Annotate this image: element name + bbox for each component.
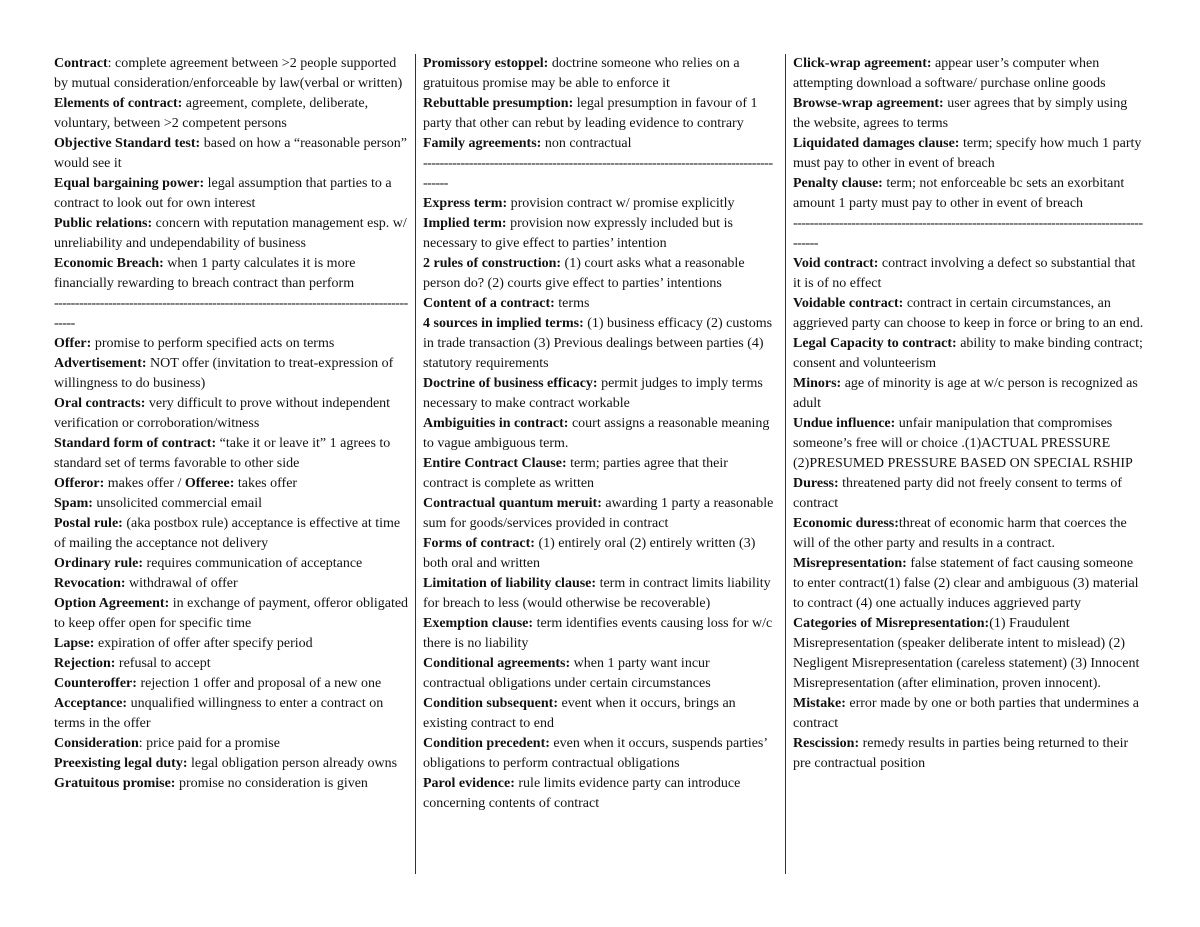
glossary-entry <box>423 774 775 814</box>
glossary-entry <box>793 414 1145 474</box>
entry-definition: when 1 party calculates it is more financially rewarding to breach contract than perform <box>54 256 356 291</box>
entry-definition: (1) court asks what a reasonable person do? (2) courts give effect to parties’ intentions <box>423 256 745 291</box>
entry-term: Condition subsequent: <box>423 696 558 711</box>
entry-definition: court assigns a reasonable meaning to vague ambiguous term. <box>423 416 770 451</box>
entry-definition: appear user’s computer when attempting download a software/ purchase online goods <box>793 56 1106 91</box>
glossary-entry <box>54 254 410 294</box>
entry-term: Click-wrap agreement: <box>793 56 932 71</box>
glossary-entry <box>793 94 1145 134</box>
entry-definition: makes offer / <box>104 476 185 491</box>
glossary-entry <box>793 614 1145 694</box>
entry-term: Promissory estoppel: <box>423 56 549 71</box>
entry-definition: legal assumption that parties to a contract to look out for own interest <box>54 176 392 211</box>
entry-term: Option Agreement: <box>54 596 170 611</box>
entry-term: Family agreements: <box>423 136 542 151</box>
glossary-entry <box>793 334 1145 374</box>
glossary-entry <box>793 294 1145 334</box>
entry-definition: NOT offer (invitation to treat-expression of willingness to do business) <box>54 356 394 391</box>
glossary-entry <box>423 134 775 154</box>
glossary-entry <box>423 314 775 374</box>
entry-definition: doctrine someone who relies on a gratuitous promise may be able to enforce it <box>423 56 740 91</box>
entry-definition: expiration of offer after specify period <box>94 636 313 651</box>
glossary-entry <box>423 454 775 494</box>
glossary-entry <box>423 254 775 294</box>
entry-term: Rejection: <box>54 656 116 671</box>
glossary-entry <box>54 734 410 754</box>
column-divider <box>415 54 416 874</box>
glossary-entry <box>423 614 775 654</box>
entry-term: Doctrine of business efficacy: <box>423 376 598 391</box>
entry-term: Rebuttable presumption: <box>423 96 574 111</box>
glossary-entry <box>54 674 410 694</box>
entry-definition: in exchange of payment, offeror obligated to keep offer open for specific time <box>54 596 409 631</box>
glossary-entry <box>423 574 775 614</box>
section-separator: ------------------------------------------------------------------------------------------ <box>54 296 408 331</box>
entry-term: 4 sources in implied terms: <box>423 316 584 331</box>
column-3 <box>793 54 1145 774</box>
glossary-entry <box>423 654 775 694</box>
entry-term: Limitation of liability clause: <box>423 576 597 591</box>
entry-definition: term; specify how much 1 party must pay to other in event of breach <box>793 136 1142 171</box>
glossary-entry <box>54 634 410 654</box>
glossary-entry <box>793 134 1145 174</box>
glossary-entry <box>54 134 410 174</box>
glossary-entry <box>423 374 775 414</box>
entry-definition: unqualified willingness to enter a contract on terms in the offer <box>54 696 384 731</box>
entry-definition: very difficult to prove without independent verification or corroboration/witness <box>54 396 391 431</box>
entry-term: Ordinary rule: <box>54 556 144 571</box>
glossary-entry <box>54 494 410 514</box>
entry-term: Standard form of contract: <box>54 436 217 451</box>
entry-term: Condition precedent: <box>423 736 550 751</box>
entry-term: Acceptance: <box>54 696 128 711</box>
glossary-entry <box>423 734 775 774</box>
entry-definition: unsolicited commercial email <box>92 496 263 511</box>
entry-term: Forms of contract: <box>423 536 535 551</box>
glossary-entry <box>54 174 410 214</box>
entry-definition: withdrawal of offer <box>125 576 238 591</box>
glossary-entry <box>54 354 410 394</box>
entry-definition: even when it occurs, suspends parties’ obligations to perform contractual obligations <box>423 736 767 771</box>
entry-definition: age of minority is age at w/c person is recognized as adult <box>793 376 1138 411</box>
entry-definition: term; parties agree that their contract is complete as written <box>423 456 728 491</box>
entry-term: Contract <box>54 56 108 71</box>
glossary-entry <box>793 374 1145 414</box>
entry-definition: promise to perform specified acts on terms <box>91 336 335 351</box>
entry-definition: awarding 1 party a reasonable sum for goods/services provided in contract <box>423 496 774 531</box>
entry-definition: rejection 1 offer and proposal of a new one <box>136 676 382 691</box>
entry-definition: takes offer <box>234 476 298 491</box>
glossary-entry <box>793 514 1145 554</box>
entry-definition: event when it occurs, brings an existing contract to end <box>423 696 736 731</box>
glossary-entry <box>54 394 410 434</box>
entry-definition: contract in certain circumstances, an aggrieved party can choose to keep in force or bring to an end. <box>793 296 1144 331</box>
entry-definition: term in contract limits liability for breach to less (would otherwise be recoverable) <box>423 576 771 611</box>
entry-definition: contract involving a defect so substantial that it is of no effect <box>793 256 1136 291</box>
entry-definition: rule limits evidence party can introduce concerning contents of contract <box>423 776 741 811</box>
entry-term: Advertisement: <box>54 356 147 371</box>
entry-term: Offeree: <box>184 476 235 491</box>
entry-term: Spam: <box>54 496 93 511</box>
glossary-entry <box>793 474 1145 514</box>
entry-term: Equal bargaining power: <box>54 176 205 191</box>
entry-definition: provision contract w/ promise explicitly <box>507 196 735 211</box>
entry-term: Misrepresentation: <box>793 556 907 571</box>
entry-term: Void contract: <box>793 256 879 271</box>
entry-definition: (1) business efficacy (2) customs in trade transaction (3) Previous dealings between parties (4) statutory requirements <box>423 316 773 371</box>
entry-term: Rescission: <box>793 736 860 751</box>
glossary-entry <box>54 474 410 494</box>
entry-definition: provision now expressly included but is necessary to give effect to parties’ intention <box>423 216 733 251</box>
glossary-entry <box>54 94 410 134</box>
column-divider <box>785 54 786 874</box>
glossary-entry <box>793 554 1145 614</box>
entry-term: Implied term: <box>423 216 507 231</box>
entry-definition: non contractual <box>541 136 632 151</box>
glossary-entry <box>423 694 775 734</box>
entry-term: Exemption clause: <box>423 616 534 631</box>
entry-definition: requires communication of acceptance <box>143 556 363 571</box>
glossary-entry <box>54 214 410 254</box>
entry-term: Penalty clause: <box>793 176 883 191</box>
glossary-entry <box>54 554 410 574</box>
glossary-entry <box>423 94 775 134</box>
glossary-entry <box>54 654 410 674</box>
entry-definition: promise no consideration is given <box>175 776 368 791</box>
glossary-entry <box>54 334 410 354</box>
entry-term: Entire Contract Clause: <box>423 456 567 471</box>
entry-term: Contractual quantum meruit: <box>423 496 602 511</box>
entry-term: Offer: <box>54 336 92 351</box>
entry-definition: when 1 party want incur contractual obligations under certain circumstances <box>423 656 711 691</box>
entry-definition: permit judges to imply terms necessary to make contract workable <box>423 376 763 411</box>
glossary-entry <box>793 54 1145 94</box>
entry-term: Conditional agreements: <box>423 656 571 671</box>
entry-definition: refusal to accept <box>115 656 211 671</box>
entry-definition: (aka postbox rule) acceptance is effective at time of mailing the acceptance not delivery <box>54 516 401 551</box>
glossary-entry <box>423 414 775 454</box>
glossary-entry <box>423 494 775 534</box>
entry-definition: terms <box>554 296 590 311</box>
entry-definition: : complete agreement between >2 people supported by mutual consideration/enforceable by law(verbal or written) <box>54 56 403 91</box>
entry-definition: : price paid for a promise <box>138 736 280 751</box>
entry-definition: remedy results in parties being returned to their pre contractual position <box>793 736 1129 771</box>
entry-term: Offeror: <box>54 476 105 491</box>
entry-term: Duress: <box>793 476 839 491</box>
entry-definition: (1) entirely oral (2) entirely written (3) both oral and written <box>423 536 756 571</box>
entry-term: Gratuitous promise: <box>54 776 176 791</box>
glossary-entry <box>54 774 410 794</box>
glossary-entry <box>54 694 410 734</box>
entry-definition: agreement, complete, deliberate, voluntary, between >2 competent persons <box>54 96 369 131</box>
entry-term: Minors: <box>793 376 842 391</box>
glossary-entry <box>423 534 775 574</box>
glossary-entry <box>54 434 410 474</box>
entry-definition: term identifies events causing loss for w/c there is no liability <box>423 616 773 651</box>
glossary-entry <box>54 574 410 594</box>
entry-term: Revocation: <box>54 576 126 591</box>
glossary-entry <box>423 54 775 94</box>
glossary-entry <box>423 194 775 214</box>
entry-definition: concern with reputation management esp. w/ unreliability and undependability of business <box>54 216 407 251</box>
entry-definition: false statement of fact causing someone to enter contract(1) false (2) clear and ambiguous (3) material to contract (4) one actually induces aggrieved party <box>793 556 1139 611</box>
entry-term: Postal rule: <box>54 516 123 531</box>
glossary-entry <box>793 734 1145 774</box>
entry-definition: threat of economic harm that coerces the will of the other party and results in a contract. <box>793 516 1127 551</box>
entry-definition: (1) Fraudulent Misrepresentation (speaker deliberate intent to mislead) (2) Negligent Misrepresentation (careless statement) (3) Innocent Misrepresentation (after elimination, proven innocent). <box>793 616 1140 691</box>
glossary-entry <box>54 594 410 634</box>
entry-term: Consideration <box>54 736 139 751</box>
entry-term: Categories of Misrepresentation: <box>793 616 990 631</box>
glossary-entry <box>793 694 1145 734</box>
glossary-entry <box>54 54 410 94</box>
entry-term: Parol evidence: <box>423 776 515 791</box>
section-separator: ------------------------------------------------------------------------------------------ <box>793 216 1143 251</box>
entry-term: Lapse: <box>54 636 95 651</box>
glossary-entry <box>423 294 775 314</box>
entry-term: Preexisting legal duty: <box>54 756 188 771</box>
entry-term: Legal Capacity to contract: <box>793 336 957 351</box>
section-separator: ------------------------------------------------------------------------------------------ <box>423 156 773 191</box>
entry-term: Liquidated damages clause: <box>793 136 960 151</box>
entry-definition: based on how a “reasonable person” would see it <box>54 136 408 171</box>
entry-term: 2 rules of construction: <box>423 256 562 271</box>
entry-definition: user agrees that by simply using the website, agrees to terms <box>793 96 1128 131</box>
entry-term: Mistake: <box>793 696 846 711</box>
entry-definition: legal obligation person already owns <box>187 756 398 771</box>
entry-term: Express term: <box>423 196 508 211</box>
entry-definition: legal presumption in favour of 1 party that other can rebut by leading evidence to contrary <box>423 96 758 131</box>
entry-definition: error made by one or both parties that undermines a contract <box>793 696 1140 731</box>
glossary-entry <box>423 214 775 254</box>
glossary-entry <box>54 754 410 774</box>
entry-term: Objective Standard test: <box>54 136 201 151</box>
entry-term: Public relations: <box>54 216 153 231</box>
entry-term: Counteroffer: <box>54 676 137 691</box>
entry-term: Browse-wrap agreement: <box>793 96 944 111</box>
glossary-entry <box>793 254 1145 294</box>
column-1 <box>54 54 410 794</box>
entry-term: Economic Breach: <box>54 256 164 271</box>
entry-definition: unfair manipulation that compromises someone’s free will or choice .(1)ACTUAL PRESSURE (2)PRESUMED PRESSURE BASED ON SPECIAL RSHIP <box>793 416 1133 471</box>
entry-definition: ability to make binding contract; consent and volunteerism <box>793 336 1143 371</box>
glossary-entry <box>54 514 410 554</box>
entry-definition: threatened party did not freely consent to terms of contract <box>793 476 1123 511</box>
entry-term: Content of a contract: <box>423 296 555 311</box>
glossary-entry <box>793 174 1145 214</box>
entry-term: Undue influence: <box>793 416 896 431</box>
column-2 <box>423 54 775 814</box>
entry-term: Oral contracts: <box>54 396 146 411</box>
entry-term: Elements of contract: <box>54 96 183 111</box>
entry-definition: “take it or leave it” 1 agrees to standard set of terms favorable to other side <box>54 436 391 471</box>
entry-definition: term; not enforceable bc sets an exorbitant amount 1 party must pay to other in event of breach <box>793 176 1125 211</box>
entry-term: Economic duress: <box>793 516 899 531</box>
entry-term: Voidable contract: <box>793 296 904 311</box>
entry-term: Ambiguities in contract: <box>423 416 569 431</box>
